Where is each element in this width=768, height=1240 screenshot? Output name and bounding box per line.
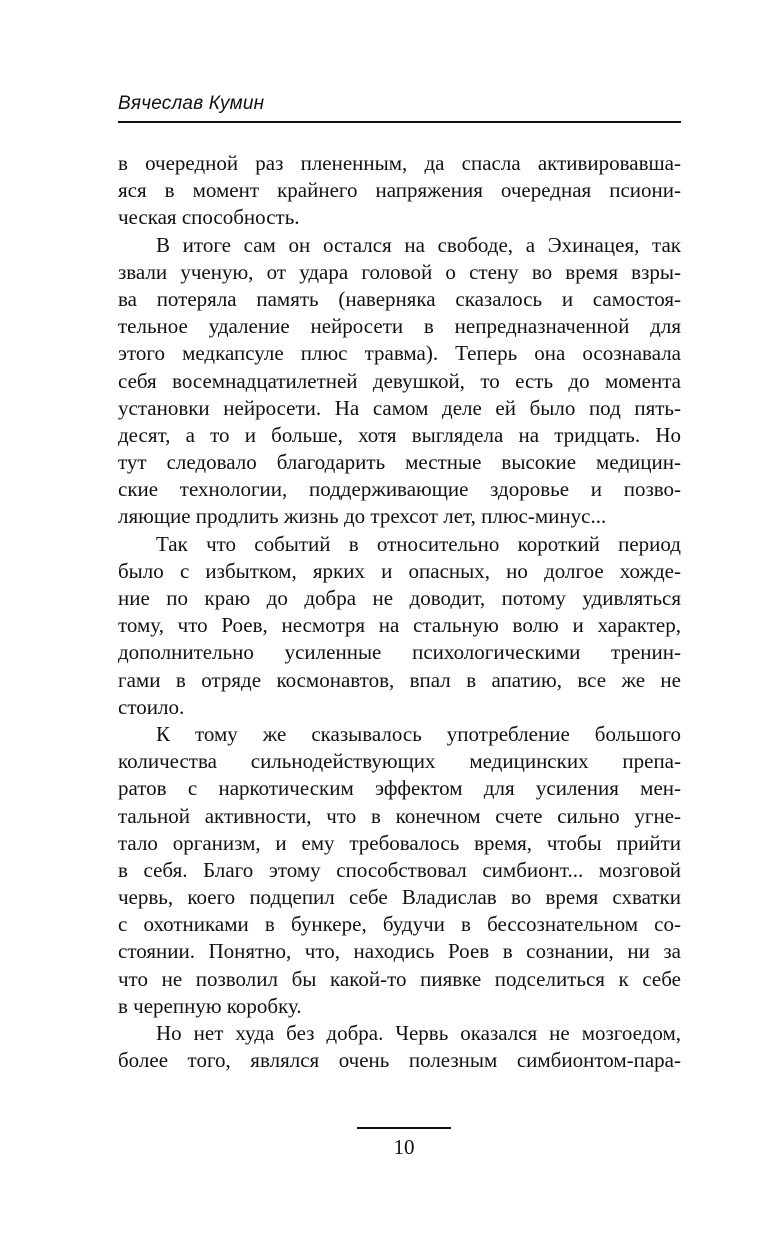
text-line: себя восемнадцатилетней девушкой, то есть до момента [118, 368, 681, 393]
text-line: было с избытком, ярких и опасных, но долгое хожде- [118, 558, 681, 583]
page-number: 10 [393, 1135, 415, 1159]
text-line: стоило. [118, 694, 185, 719]
text-line: что не позволил бы какой-то пиявке подселиться к себе [118, 966, 681, 991]
text-line: этого медкапсуле плюс травма). Теперь она осознавала [118, 341, 681, 366]
text-line: червь, коего подцепил себе Владислав во время схватки [118, 885, 681, 910]
text-line: в очередной раз плененным, да спасла активировавша- [118, 151, 681, 175]
header-rule [118, 121, 681, 123]
text-line: дополнительно усиленные психологическими тренин- [118, 640, 681, 665]
text-line: установки нейросети. На самом деле ей было под пять- [118, 395, 681, 420]
text-line: в черепную коробку. [118, 993, 302, 1018]
text-line: звали ученую, от удара головой о стену во время взры- [118, 259, 681, 284]
text-line: тало организм, и ему требовалось время, чтобы прийти [118, 830, 681, 855]
text-line: тому, что Роев, несмотря на стальную волю и характер, [118, 613, 681, 638]
text-line: ские технологии, поддерживающие здоровье и позво- [118, 477, 681, 502]
text-line: стоянии. Понятно, что, находись Роев в сознании, ни за [118, 939, 681, 964]
text-block [118, 150, 681, 1074]
text-line: ляющие продлить жизнь до трехсот лет, плюс-минус... [118, 504, 607, 529]
text-line: в себя. Благо этому способствовал симбионт... мозговой [118, 857, 681, 882]
text-line: ческая способность. [118, 205, 300, 230]
text-line: К тому же сказывалось употребление большого [156, 721, 681, 746]
running-head: Вячеслав Кумин [118, 93, 265, 114]
text-line: ва потеряла память (наверняка сказалось и самостоя- [118, 286, 681, 311]
text-line: с охотниками в бункере, будучи в бессознательном со- [118, 912, 681, 937]
text-line: более того, являлся очень полезным симбионтом-пара- [118, 1048, 681, 1073]
footer-rule [357, 1127, 451, 1129]
text-line: Так что событий в относительно короткий период [156, 531, 681, 556]
text-line: количества сильнодействующих медицинских препа- [118, 749, 681, 774]
text-line: тальной активности, что в конечном счете сильно угне- [118, 803, 681, 828]
text-line: гами в отряде космонавтов, впал в апатию, все же не [118, 667, 681, 692]
text-line: ратов с наркотическим эффектом для усиления мен- [118, 776, 681, 801]
text-line: тут следовало благодарить местные высокие медицин- [118, 450, 681, 475]
text-line: тельное удаление нейросети в непредназначенной для [118, 314, 681, 339]
text-line: яся в момент крайнего напряжения очередная псиони- [118, 178, 681, 203]
text-line: ние по краю до добра не доводит, потому удивляться [118, 586, 681, 610]
text-line: Но нет худа без добра. Червь оказался не мозгоедом, [156, 1021, 681, 1045]
text-line: В итоге сам он остался на свободе, а Эхинацея, так [156, 232, 681, 257]
text-line: десят, а то и больше, хотя выглядела на тридцать. Но [118, 422, 681, 447]
